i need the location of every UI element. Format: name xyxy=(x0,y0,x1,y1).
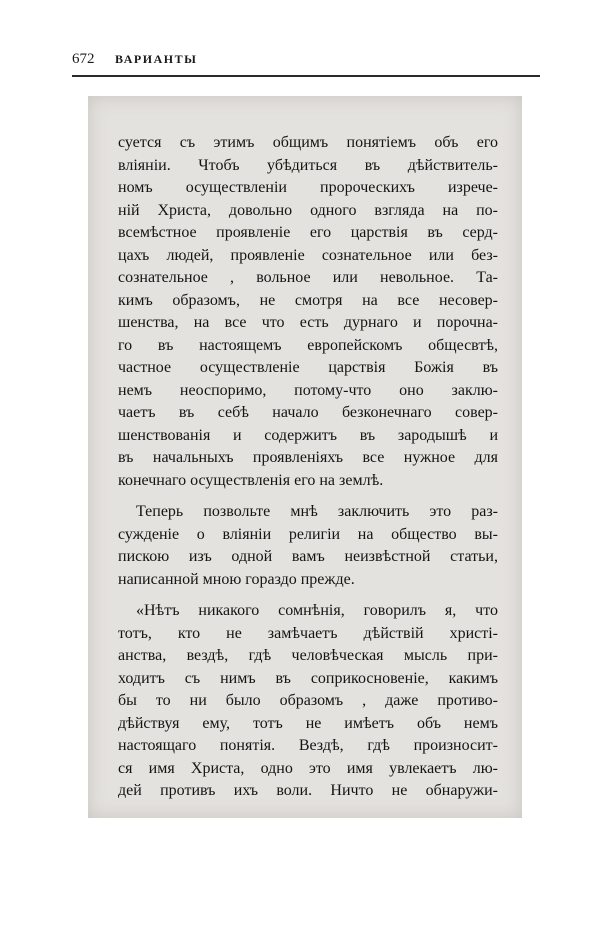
text-line: написанной мною гораздо прежде. xyxy=(118,570,355,588)
text-line: шенства, на все что есть дурнаго и порочна- xyxy=(118,314,498,331)
text-line: кимъ образомъ, не смотря на все несовер- xyxy=(118,291,498,309)
text-line: дей противъ ихъ воли. Ничто не обнаружи- xyxy=(118,782,498,799)
text-line: суется съ этимъ общимъ понятіемъ объ его xyxy=(118,134,498,151)
text-line: сознательное , вольное или невольное. Та- xyxy=(118,269,498,286)
text-line: цахъ людей, проявленіе сознательное или без- xyxy=(118,246,498,264)
text-line: частное осуществленіе царствія Божія въ xyxy=(118,359,498,376)
text-line: номъ осуществленіи пророческихъ изрече- xyxy=(118,179,498,196)
paragraph-1 xyxy=(118,132,498,492)
paragraph-3 xyxy=(118,600,498,803)
paragraph-gap xyxy=(118,492,498,501)
page-number: 672 xyxy=(72,51,95,67)
text-line: «Нѣтъ никакого сомнѣнія, говорилъ я, что xyxy=(136,602,498,619)
scanned-text-block xyxy=(88,96,522,818)
text-line: ній Христа, довольно одного взгляда на по- xyxy=(118,201,498,219)
text-line: въ начальныхъ проявленіяхъ все нужное для xyxy=(118,449,498,466)
text-line: тотъ, кто не замѣчаетъ дѣйствій христі- xyxy=(118,624,498,642)
text-line: пискою изъ одной вамъ неизвѣстной статьи, xyxy=(118,548,498,565)
header-rule xyxy=(72,75,540,77)
running-title: ВАРИАНТЫ xyxy=(115,52,198,66)
text-line: шенствованія и содержитъ въ зародышѣ и xyxy=(118,426,498,444)
text-line: конечнаго осуществленія его на землѣ. xyxy=(118,471,384,489)
text-line: вліяніи. Чтобъ убѣдиться въ дѣйствитель- xyxy=(118,156,498,174)
text-line: настоящаго понятія. Вездѣ, гдѣ произносит- xyxy=(118,737,498,754)
text-line: сужденіе о вліяніи религіи на общество вы- xyxy=(118,525,498,543)
paragraph-2 xyxy=(118,501,498,591)
text-line: ходитъ съ нимъ въ соприкосновеніе, какимъ xyxy=(118,669,498,687)
text-line: всемѣстное проявленіе его царствія въ серд- xyxy=(118,224,498,241)
text-line: дѣйствуя ему, тотъ не имѣетъ объ немъ xyxy=(118,714,498,732)
page-header xyxy=(72,50,540,76)
text-line: го въ настоящемъ европейскомъ общесвтѣ, xyxy=(118,336,498,354)
text-line: бы то ни было образомъ , даже противо- xyxy=(118,692,498,709)
body-text xyxy=(118,132,498,803)
text-line: немъ неоспоримо, потому-что оно заклю- xyxy=(118,381,498,399)
paragraph-gap xyxy=(118,591,498,600)
text-line: Теперь позвольте мнѣ заключить это раз- xyxy=(136,503,498,520)
text-line: чаетъ въ себѣ начало безконечнаго совер- xyxy=(118,404,498,421)
text-line: ся имя Христа, одно это имя увлекаетъ лю- xyxy=(118,759,498,777)
text-line: анства, вездѣ, гдѣ человѣческая мысль при- xyxy=(118,647,498,664)
